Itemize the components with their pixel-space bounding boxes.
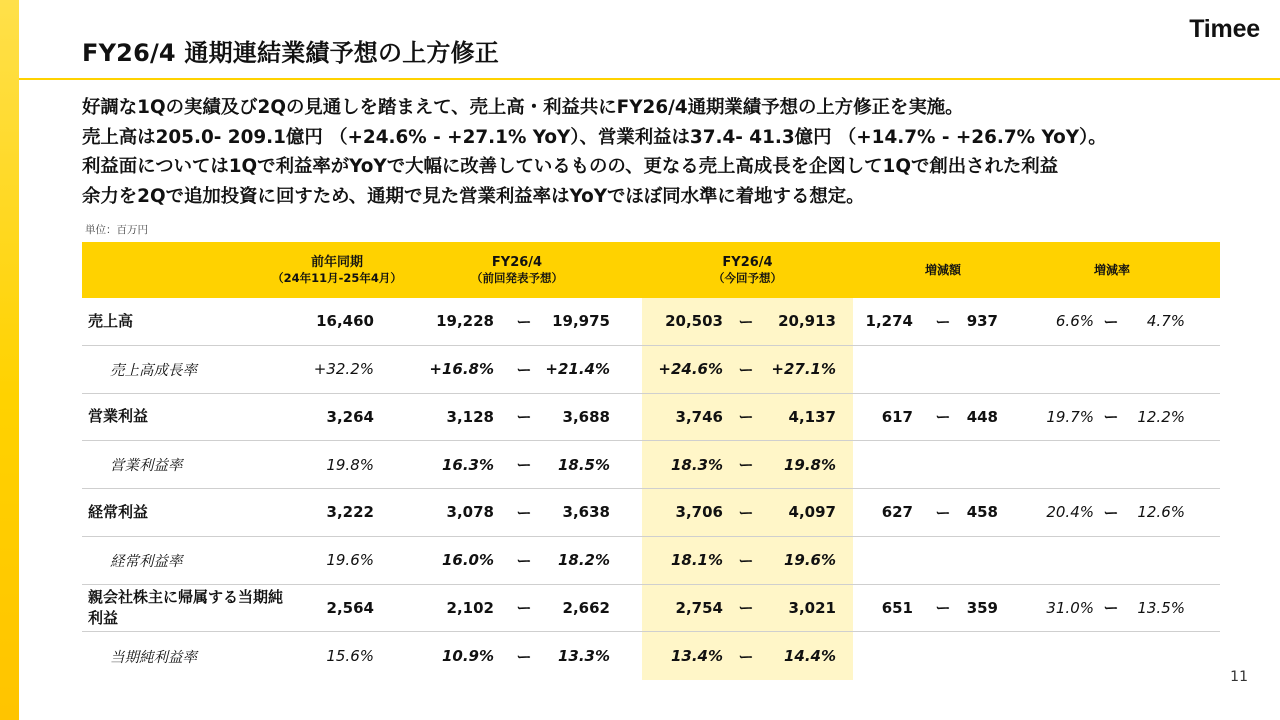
change-amount-high: 448 xyxy=(966,407,998,426)
change-rate-low: 31.0% xyxy=(1046,598,1094,617)
prev-year-value: 19.6% xyxy=(326,551,374,570)
range-dash: ー xyxy=(738,408,754,427)
change-rate-high: 13.5% xyxy=(1137,598,1185,617)
range-dash: ー xyxy=(935,599,951,618)
range-dash: ー xyxy=(516,647,532,666)
table-row xyxy=(82,441,1220,489)
previous-forecast-low: 3,128 xyxy=(446,407,494,426)
previous-forecast-low: 16.0% xyxy=(441,551,494,570)
current-forecast-low: +24.6% xyxy=(658,360,723,379)
current-forecast-high: 20,913 xyxy=(778,312,836,331)
previous-forecast-high: 13.3% xyxy=(557,647,610,666)
header-prev-year-sub: （24年11月-25年4月） xyxy=(272,271,402,285)
row-label: 経常利益 xyxy=(88,502,149,521)
current-forecast-low: 13.4% xyxy=(670,647,723,666)
range-dash: ー xyxy=(516,599,532,618)
current-forecast-low: 18.1% xyxy=(670,551,723,570)
unit-label: 単位：百万円 xyxy=(85,224,148,236)
change-rate-high: 12.2% xyxy=(1137,407,1185,426)
current-forecast-high: 14.4% xyxy=(783,647,836,666)
page-title: FY26/4 通期連結業績予想の上方修正 xyxy=(82,39,499,67)
range-dash: ー xyxy=(738,312,754,331)
header-current-forecast-sub: （今回予想） xyxy=(713,271,782,285)
previous-forecast-high: 18.5% xyxy=(557,455,610,474)
current-forecast-low: 20,503 xyxy=(665,312,723,331)
change-rate-low: 20.4% xyxy=(1046,503,1094,522)
range-dash: ー xyxy=(738,503,754,522)
previous-forecast-high: 3,688 xyxy=(562,407,610,426)
prev-year-value: 16,460 xyxy=(316,312,374,331)
range-dash: ー xyxy=(1103,408,1119,427)
change-rate-high: 12.6% xyxy=(1137,503,1185,522)
range-dash: ー xyxy=(935,503,951,522)
header-previous-forecast-title: FY26/4 xyxy=(491,255,543,270)
current-forecast-low: 18.3% xyxy=(670,455,723,474)
previous-forecast-low: 3,078 xyxy=(446,503,494,522)
range-dash: ー xyxy=(516,551,532,570)
change-amount-low: 1,274 xyxy=(865,312,913,331)
current-forecast-high: 19.6% xyxy=(783,551,836,570)
header-change-amount-title: 増減額 xyxy=(924,262,961,277)
forecast-table xyxy=(82,242,1220,680)
table-row xyxy=(82,298,1220,346)
row-label: 売上高 xyxy=(88,311,134,330)
previous-forecast-low: 16.3% xyxy=(441,455,494,474)
row-label: 営業利益率 xyxy=(110,458,183,475)
current-forecast-high: 4,137 xyxy=(788,407,836,426)
range-dash: ー xyxy=(738,647,754,666)
header-change-rate xyxy=(1057,242,1167,298)
summary-line: 余力を2Qで追加投資に回すため、通期で見た営業利益率はYoYでほぼ同水準に着地する想定。 xyxy=(82,185,865,207)
previous-forecast-high: +21.4% xyxy=(545,360,610,379)
table-body xyxy=(82,298,1220,680)
prev-year-value: 3,264 xyxy=(326,407,374,426)
current-forecast-low: 3,706 xyxy=(675,503,723,522)
previous-forecast-high: 3,638 xyxy=(562,503,610,522)
change-rate-low: 6.6% xyxy=(1055,312,1094,331)
prev-year-value: 3,222 xyxy=(326,503,374,522)
current-forecast-high: 3,021 xyxy=(788,598,836,617)
row-label: 売上高成長率 xyxy=(110,362,197,379)
range-dash: ー xyxy=(738,360,754,379)
summary-line: 利益面については1Qで利益率がYoYで大幅に改善しているものの、更なる売上高成長を企図して1Qで創出された利益 xyxy=(82,156,1059,177)
summary-text xyxy=(82,93,1232,211)
range-dash: ー xyxy=(516,408,532,427)
header-current-forecast-title: FY26/4 xyxy=(722,255,773,270)
change-rate-high: 4.7% xyxy=(1146,312,1185,331)
table-header xyxy=(82,242,1220,298)
range-dash: ー xyxy=(1103,312,1119,331)
range-dash: ー xyxy=(516,456,532,475)
previous-forecast-low: 10.9% xyxy=(441,647,494,666)
summary-line: 売上高は205.0- 209.1億円 （+24.6% - +27.1% YoY）、営業利益は37.4- 41.3億円 （+14.7% - +26.7% YoY）。 xyxy=(82,126,1107,148)
current-forecast-high: +27.1% xyxy=(771,360,836,379)
title-divider xyxy=(19,78,1280,80)
previous-forecast-low: 2,102 xyxy=(446,598,494,617)
previous-forecast-low: +16.8% xyxy=(429,360,494,379)
summary-line: 好調な1Qの実績及び2Qの見通しを踏まえて、売上高・利益共にFY26/4通期業績予想の上方修正を実施。 xyxy=(82,97,964,118)
table-row xyxy=(82,632,1220,680)
range-dash: ー xyxy=(935,312,951,331)
side-accent-bar xyxy=(0,0,19,720)
range-dash: ー xyxy=(1103,503,1119,522)
range-dash: ー xyxy=(516,360,532,379)
header-previous-forecast-sub: （前回発表予想） xyxy=(471,271,563,285)
page-number: 11 xyxy=(1230,669,1248,685)
table-row xyxy=(82,537,1220,585)
prev-year-value: 19.8% xyxy=(326,455,374,474)
row-label: 経常利益率 xyxy=(110,553,183,570)
change-amount-low: 651 xyxy=(881,598,913,617)
timee-logo: Timee xyxy=(1189,15,1260,43)
previous-forecast-high: 19,975 xyxy=(552,312,610,331)
header-change-amount xyxy=(888,242,998,298)
range-dash: ー xyxy=(738,599,754,618)
previous-forecast-low: 19,228 xyxy=(436,312,494,331)
row-label: 親会社株主に帰属する当期純利益 xyxy=(88,587,284,627)
change-amount-high: 937 xyxy=(966,312,998,331)
change-amount-low: 627 xyxy=(881,503,913,522)
range-dash: ー xyxy=(738,456,754,475)
previous-forecast-high: 2,662 xyxy=(562,598,610,617)
current-forecast-high: 4,097 xyxy=(788,503,836,522)
prev-year-value: 2,564 xyxy=(326,598,374,617)
current-forecast-low: 2,754 xyxy=(675,598,723,617)
row-label: 当期純利益率 xyxy=(110,649,197,666)
row-label: 営業利益 xyxy=(88,407,149,426)
header-prev-year xyxy=(257,242,417,298)
change-amount-low: 617 xyxy=(881,407,913,426)
header-change-rate-title: 増減率 xyxy=(1093,262,1130,277)
range-dash: ー xyxy=(516,503,532,522)
previous-forecast-high: 18.2% xyxy=(557,551,610,570)
table-row xyxy=(82,585,1220,633)
range-dash: ー xyxy=(935,408,951,427)
table-row xyxy=(82,489,1220,537)
header-prev-year-title: 前年同期 xyxy=(310,255,363,270)
current-forecast-low: 3,746 xyxy=(675,407,723,426)
prev-year-value: +32.2% xyxy=(313,360,374,379)
range-dash: ー xyxy=(1103,599,1119,618)
current-forecast-high: 19.8% xyxy=(783,455,836,474)
change-rate-low: 19.7% xyxy=(1046,407,1094,426)
range-dash: ー xyxy=(516,312,532,331)
table-row xyxy=(82,346,1220,394)
prev-year-value: 15.6% xyxy=(326,647,374,666)
table-row xyxy=(82,394,1220,442)
change-amount-high: 359 xyxy=(966,598,998,617)
header-previous-forecast xyxy=(437,242,597,298)
range-dash: ー xyxy=(738,551,754,570)
change-amount-high: 458 xyxy=(966,503,998,522)
header-current-forecast xyxy=(665,242,830,298)
